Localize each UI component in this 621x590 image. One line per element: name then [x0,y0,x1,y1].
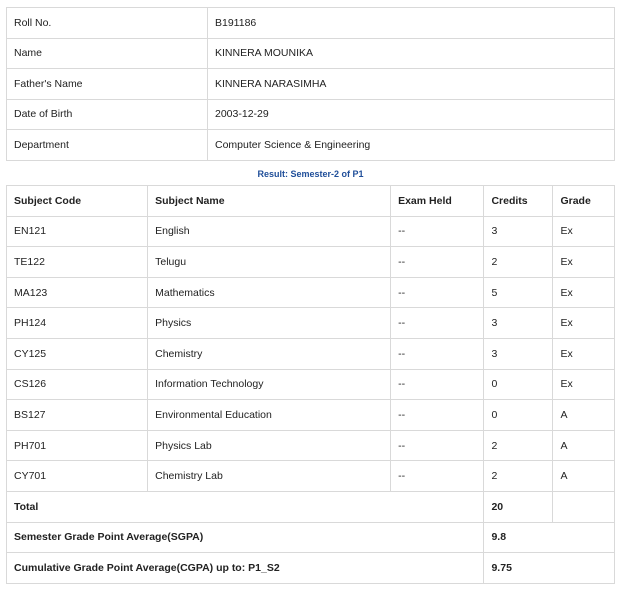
results-body [7,216,615,491]
credits-cell: 0 [484,369,553,400]
subject-code-cell: TE122 [7,247,148,278]
total-grade-empty [553,491,615,522]
student-info-label: Date of Birth [7,99,208,130]
grade-cell: Ex [553,338,615,369]
total-row [7,491,615,522]
header-subject-code: Subject Code [7,186,148,217]
exam-held-cell: -- [391,247,484,278]
credits-cell: 0 [484,400,553,431]
header-grade: Grade [553,186,615,217]
student-info-table [6,7,615,161]
student-info-value: 2003-12-29 [208,99,615,130]
student-info-value: Computer Science & Engineering [208,130,615,161]
exam-held-cell: -- [391,369,484,400]
sgpa-label: Semester Grade Point Average(SGPA) [7,522,484,553]
subject-code-cell: CS126 [7,369,148,400]
total-label: Total [7,491,484,522]
grade-cell: Ex [553,216,615,247]
credits-cell: 3 [484,338,553,369]
exam-held-cell: -- [391,216,484,247]
subject-name-cell: Physics [148,308,391,339]
exam-held-cell: -- [391,308,484,339]
sgpa-row [7,522,615,553]
cgpa-label: Cumulative Grade Point Average(CGPA) up to: P1_S2 [7,553,484,584]
student-info-row [7,38,615,69]
exam-held-cell: -- [391,400,484,431]
grade-cell: A [553,400,615,431]
student-info-body [7,8,615,161]
student-info-row [7,130,615,161]
student-info-label: Father's Name [7,69,208,100]
subject-code-cell: CY701 [7,461,148,492]
subject-name-cell: Environmental Education [148,400,391,431]
credits-cell: 2 [484,461,553,492]
grade-cell: Ex [553,247,615,278]
subject-name-cell: Chemistry Lab [148,461,391,492]
table-row [7,216,615,247]
sgpa-value: 9.8 [484,522,615,553]
result-caption: Result: Semester-2 of P1 [257,169,364,179]
credits-cell: 5 [484,277,553,308]
header-credits: Credits [484,186,553,217]
table-row [7,247,615,278]
table-row [7,369,615,400]
student-info-label: Name [7,38,208,69]
exam-held-cell: -- [391,461,484,492]
student-info-row [7,8,615,39]
exam-held-cell: -- [391,277,484,308]
exam-held-cell: -- [391,338,484,369]
subject-code-cell: PH124 [7,308,148,339]
student-info-label: Roll No. [7,8,208,39]
credits-cell: 3 [484,308,553,339]
subject-code-cell: BS127 [7,400,148,431]
header-exam-held: Exam Held [391,186,484,217]
subject-code-cell: PH701 [7,430,148,461]
subject-name-cell: Information Technology [148,369,391,400]
table-row [7,430,615,461]
student-info-row [7,69,615,100]
results-table [6,185,615,584]
cgpa-value: 9.75 [484,553,615,584]
grade-cell: Ex [553,277,615,308]
subject-code-cell: CY125 [7,338,148,369]
table-row [7,308,615,339]
cgpa-row [7,553,615,584]
subject-name-cell: Chemistry [148,338,391,369]
subject-code-cell: MA123 [7,277,148,308]
subject-name-cell: English [148,216,391,247]
credits-cell: 3 [484,216,553,247]
student-info-value: B191186 [208,8,615,39]
subject-name-cell: Mathematics [148,277,391,308]
exam-held-cell: -- [391,430,484,461]
subject-name-cell: Physics Lab [148,430,391,461]
student-info-value: KINNERA NARASIMHA [208,69,615,100]
header-subject-name: Subject Name [148,186,391,217]
grade-cell: Ex [553,369,615,400]
table-row [7,400,615,431]
table-row [7,461,615,492]
table-row [7,338,615,369]
subject-name-cell: Telugu [148,247,391,278]
total-credits: 20 [484,491,553,522]
subject-code-cell: EN121 [7,216,148,247]
credits-cell: 2 [484,430,553,461]
student-info-value: KINNERA MOUNIKA [208,38,615,69]
credits-cell: 2 [484,247,553,278]
grade-cell: Ex [553,308,615,339]
student-info-label: Department [7,130,208,161]
results-header-row [7,186,615,217]
table-row [7,277,615,308]
student-info-row [7,99,615,130]
grade-cell: A [553,430,615,461]
grade-cell: A [553,461,615,492]
